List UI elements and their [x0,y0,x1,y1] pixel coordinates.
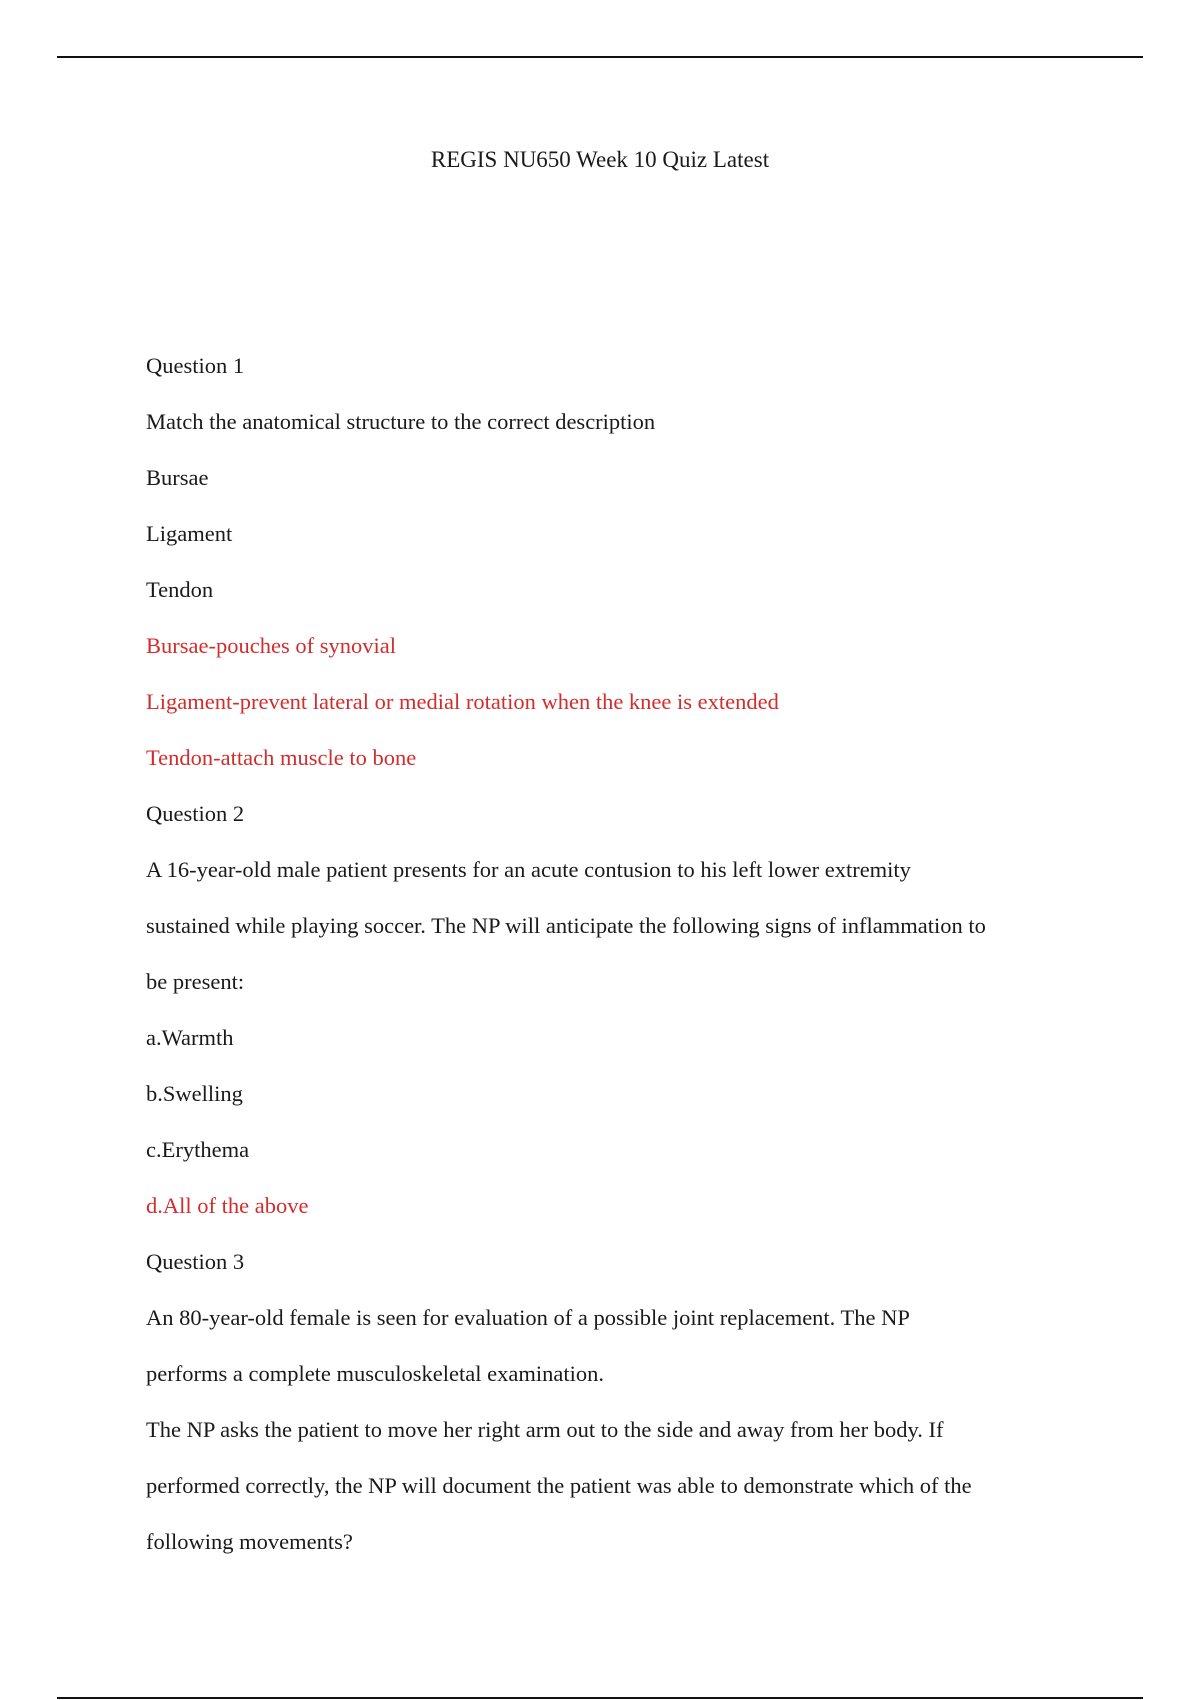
document-body [146,338,1106,1570]
top-rule [57,56,1143,58]
text-line: be present: [146,969,245,994]
text-line: performed correctly, the NP will document the patient was able to demonstrate which of the [146,1473,972,1498]
answer-line: d.All of the above [146,1193,309,1218]
text-line: sustained while playing soccer. The NP will anticipate the following signs of inflammation to [146,913,986,938]
text-line: Question 1 [146,353,245,378]
text-line: Question 3 [146,1249,245,1274]
text-line: c.Erythema [146,1137,250,1162]
text-line: following movements? [146,1529,353,1554]
text-line: A 16-year-old male patient presents for an acute contusion to his left lower extremity [146,857,911,882]
bottom-rule [57,1697,1143,1699]
text-line: a.Warmth [146,1025,234,1050]
text-line: An 80-year-old female is seen for evaluation of a possible joint replacement. The NP [146,1305,910,1330]
text-line: The NP asks the patient to move her right arm out to the side and away from her body. If [146,1417,944,1442]
text-line: Match the anatomical structure to the correct description [146,409,656,434]
answer-line: Tendon-attach muscle to bone [146,745,417,770]
answer-line: Ligament-prevent lateral or medial rotation when the knee is extended [146,689,779,714]
document-title: REGIS NU650 Week 10 Quiz Latest [430,147,770,172]
answer-line: Bursae-pouches of synovial [146,633,396,658]
text-line: Tendon [146,577,214,602]
text-line: b.Swelling [146,1081,243,1106]
text-line: performs a complete musculoskeletal examination. [146,1361,604,1386]
text-line: Ligament [146,521,233,546]
text-line: Bursae [146,465,209,490]
text-line: Question 2 [146,801,245,826]
